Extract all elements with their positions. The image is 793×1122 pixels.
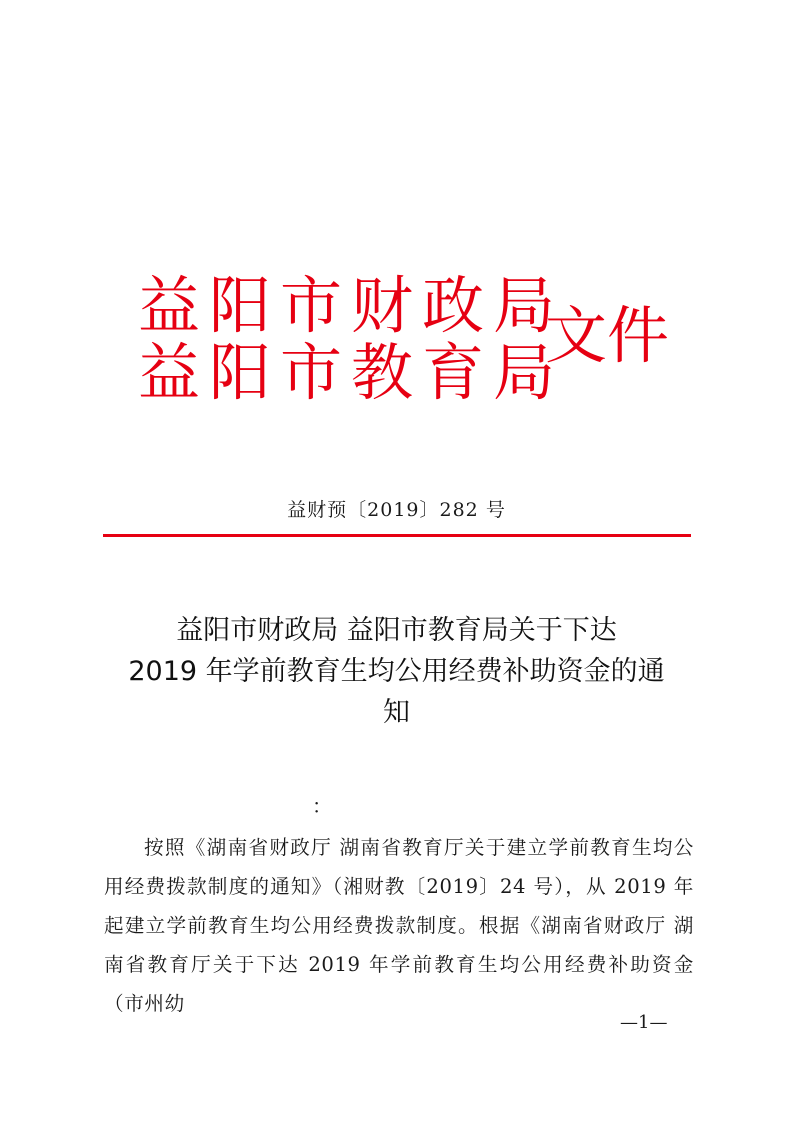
title-line-3: 知 bbox=[383, 697, 410, 728]
red-separator-line bbox=[103, 534, 691, 537]
title-line-1: 益阳市财政局 益阳市教育局关于下达 bbox=[176, 615, 617, 646]
title-line-2: 2019 年学前教育生均公用经费补助资金的通 bbox=[128, 656, 665, 687]
document-header-suffix: 文件 bbox=[545, 299, 670, 372]
issuer-line-education-bureau: 益阳市教育局 bbox=[138, 336, 565, 409]
body-paragraph: 按照《湖南省财政厅 湖南省教育厅关于建立学前教育生均公用经费拨款制度的通知》（湘财教〔2019〕24 号），从 2019 年起建立学前教育生均公用经费拨款制度。根据《湖南省财政厅 湖南省教育厅关于下达 2019 年学前教育生均公用经费补助资金（市州幼 bbox=[104, 836, 694, 1015]
document-title bbox=[100, 610, 693, 733]
page-number: —1— bbox=[620, 1012, 668, 1033]
addressee: ： bbox=[312, 794, 332, 818]
issuer-line-finance-bureau: 益阳市财政局 bbox=[138, 269, 565, 342]
document-number: 益财预〔2019〕282 号 bbox=[287, 499, 506, 521]
